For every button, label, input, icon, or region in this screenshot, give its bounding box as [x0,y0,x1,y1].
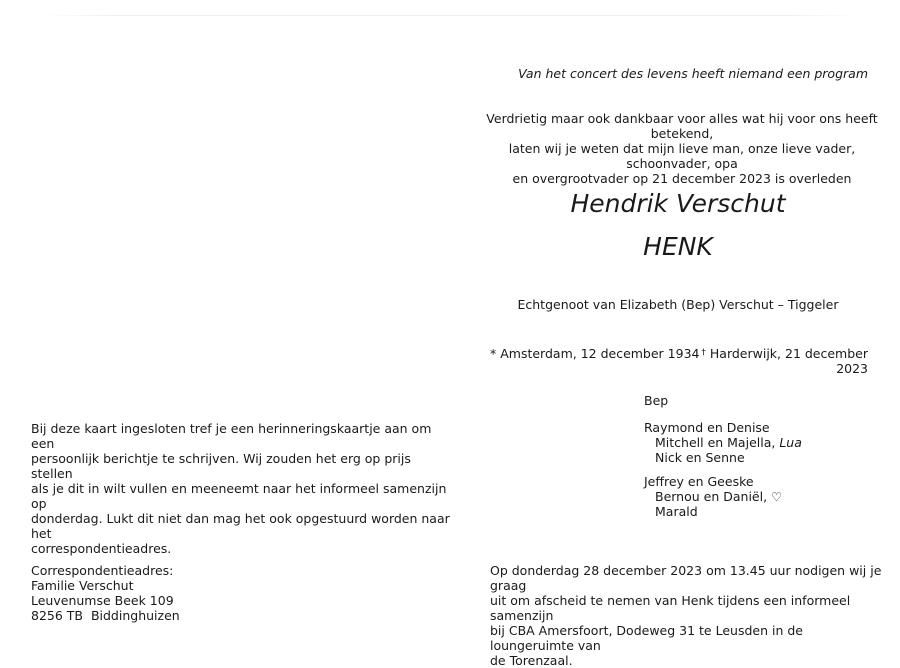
birth-date: * Amsterdam, 12 december 1934 [490,346,700,361]
farewell-line: de Torenzaal. [490,653,573,668]
great-grandchild: Lua [779,435,802,450]
address-label: Correspondentieadres: [31,563,174,578]
motto: Van het concert des levens heeft niemand een program [518,66,868,81]
farewell-invitation [490,563,890,668]
death-date [668,346,868,376]
correspondence-address [31,563,180,623]
cross-symbol: † [701,348,706,358]
farewell-line: Op donderdag 28 december 2023 om 13.45 uur nodigen wij je graag [490,563,882,593]
deceased-full-name: Hendrik Verschut [570,189,786,218]
memory-card-note [31,421,451,556]
card-fold-line [40,15,860,16]
family-children [644,435,802,450]
family-children-text: Mitchell en Majella, [655,435,780,450]
family-group-1 [644,420,802,465]
family-spouse: Bep [644,393,669,408]
announcement [482,111,882,186]
note-line: correspondentieadres. [31,541,172,556]
family-children [644,489,782,504]
spouse-line: Echtgenoot van Elizabeth (Bep) Verschut – Tiggeler [517,297,839,312]
note-line: donderdag. Lukt dit niet dan mag het ook opgestuurd worden naar het [31,511,450,541]
address-street: Leuvenumse Beek 109 [31,593,174,608]
address-name: Familie Verschut [31,578,134,593]
family-group-2 [644,474,782,519]
family-children: Marald [655,504,698,519]
family-parents: Raymond en Denise [644,420,770,435]
announcement-line: laten wij je weten dat mijn lieve man, onze lieve vader, schoonvader, opa [508,141,856,171]
farewell-line: uit om afscheid te nemen van Henk tijdens een informeel samenzijn [490,593,851,623]
heart-icon: ♡ [771,489,783,504]
address-city-line [31,608,180,623]
announcement-line: en overgrootvader op 21 december 2023 is overleden [512,171,852,186]
family-children-text: Bernou en Daniël, [655,489,772,504]
farewell-line: bij CBA Amersfoort, Dodeweg 31 te Leusden in de loungeruimte van [490,623,803,653]
note-line: Bij deze kaart ingesloten tref je een herinneringskaartje aan om een [31,421,432,451]
note-line: persoonlijk berichtje te schrijven. Wij zouden het erg op prijs stellen [31,451,411,481]
announcement-line: Verdrietig maar ook dankbaar voor alles wat hij voor ons heeft betekend, [486,111,878,141]
note-line: als je dit in wilt vullen en meeneemt naar het informeel samenzijn op [31,481,447,511]
address-city: Biddinghuizen [90,608,180,623]
death-date-text: Harderwijk, 21 december 2023 [709,346,868,376]
deceased-nickname: HENK [643,232,713,261]
address-postcode: 8256 TB [31,608,83,623]
family-parents: Jeffrey en Geeske [644,474,754,489]
family-children: Nick en Senne [655,450,745,465]
